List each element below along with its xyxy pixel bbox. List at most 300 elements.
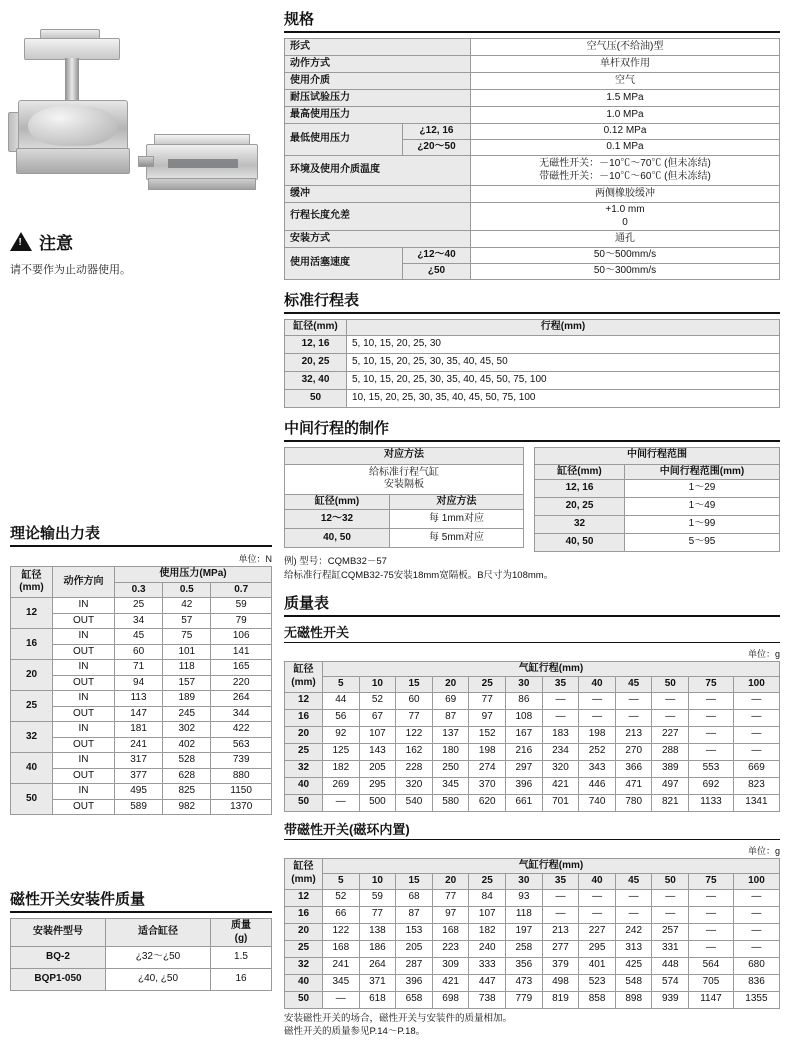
cell: — (615, 906, 652, 923)
bore-32: 32 (11, 722, 53, 753)
stroke-col: 50 (652, 677, 689, 693)
cell: 447 (469, 974, 506, 991)
cell: 345 (432, 777, 469, 794)
cell: 183 (542, 726, 579, 743)
cell: 331 (652, 940, 689, 957)
table-row (285, 231, 780, 248)
cell: 1150 (211, 784, 272, 800)
spec-label: 动作方式 (285, 56, 471, 73)
method-desc (285, 464, 524, 494)
cell: 143 (359, 743, 396, 760)
cell: — (615, 692, 652, 709)
cell: — (542, 709, 579, 726)
cell: 162 (396, 743, 433, 760)
stroke-col: 30 (506, 677, 543, 693)
table-row (285, 510, 524, 529)
cell: 692 (689, 777, 734, 794)
tol-line-2: 0 (622, 216, 628, 228)
bore-25: 25 (11, 691, 53, 722)
mass-row-bore: 20 (285, 923, 323, 940)
cell: 198 (469, 743, 506, 760)
cell: 205 (359, 760, 396, 777)
mid-stroke-section (284, 417, 780, 583)
cell: — (542, 889, 579, 906)
cell: — (579, 709, 616, 726)
cell: 669 (733, 760, 779, 777)
col-bore-line2: (mm) (291, 873, 316, 885)
cell: 320 (396, 777, 433, 794)
col-pressure-label: 使用压力(MPa) (115, 567, 272, 583)
mass-row-bore: 32 (285, 760, 323, 777)
range-col-range: 中间行程范围(mm) (625, 464, 780, 480)
mass-row-bore: 16 (285, 906, 323, 923)
cell: 5, 10, 15, 20, 25, 30 (347, 335, 780, 353)
stroke-col: 50 (652, 874, 689, 890)
spec-value: 空气压(不给油)型 (471, 39, 780, 56)
cell: 16 (211, 969, 272, 991)
cell: 97 (469, 709, 506, 726)
table-row (285, 709, 780, 726)
cell: 241 (323, 957, 360, 974)
cell: 10, 15, 20, 25, 30, 35, 40, 45, 50, 75, 100 (347, 389, 780, 407)
cell: 939 (652, 991, 689, 1008)
cell: 227 (579, 923, 616, 940)
cell: 523 (579, 974, 616, 991)
cell: 93 (506, 889, 543, 906)
cell: 269 (323, 777, 360, 794)
table-row (285, 389, 780, 407)
dir-in: IN (53, 691, 115, 707)
table-row (285, 991, 780, 1008)
stroke-col: 35 (542, 677, 579, 693)
cell: 205 (396, 940, 433, 957)
cell: 425 (615, 957, 652, 974)
table-row (11, 691, 272, 707)
spec-value: 通孔 (471, 231, 780, 248)
table-row (285, 957, 780, 974)
spec-label: 使用介质 (285, 73, 471, 90)
spec-value-temp (471, 156, 780, 186)
table-row (11, 660, 272, 676)
mid-stroke-title: 中间行程的制作 (284, 417, 780, 442)
cell: 317 (115, 753, 163, 769)
cell: 661 (506, 794, 543, 811)
cell: 213 (615, 726, 652, 743)
cell: 402 (163, 737, 211, 753)
cell: — (579, 906, 616, 923)
cell: 106 (211, 629, 272, 645)
stroke-col: 25 (469, 874, 506, 890)
cell: BQP1-050 (11, 969, 106, 991)
cell: 87 (432, 709, 469, 726)
caution-block (10, 229, 275, 277)
cell: — (615, 709, 652, 726)
cell: 60 (115, 644, 163, 660)
table-row (535, 516, 780, 534)
spec-value: 50～500mm/s (471, 248, 780, 264)
bore-12: 12 (11, 598, 53, 629)
stroke-col: 20 (432, 874, 469, 890)
spec-label: 耐压试验压力 (285, 90, 471, 107)
spec-label: 安装方式 (285, 231, 471, 248)
cell: 44 (323, 692, 360, 709)
cell: 421 (432, 974, 469, 991)
mass-row-bore: 25 (285, 940, 323, 957)
stroke-col: 10 (359, 874, 396, 890)
col-stroke: 行程(mm) (347, 320, 780, 336)
bore-16: 16 (11, 629, 53, 660)
cell: 574 (652, 974, 689, 991)
table-row (11, 722, 272, 738)
mass-note-line-2: 磁性开关的质量参见P.14～P.18。 (284, 1026, 426, 1038)
cell: 1147 (689, 991, 734, 1008)
cell: 12, 16 (535, 480, 625, 498)
stroke-col: 45 (615, 677, 652, 693)
theoretical-output-section (10, 522, 272, 815)
cell: 1370 (211, 799, 272, 815)
cell: 12, 16 (285, 335, 347, 353)
cell: 每 5mm对应 (390, 529, 524, 548)
cell: 473 (506, 974, 543, 991)
stroke-col: 25 (469, 677, 506, 693)
spec-value: 1.0 MPa (471, 107, 780, 124)
temp-line-1: 无磁性开关：－10℃～70℃ (但未冻结) (539, 158, 711, 169)
cell: 5, 10, 15, 20, 25, 30, 35, 40, 45, 50 (347, 353, 780, 371)
cell: 333 (469, 957, 506, 974)
table-row (285, 335, 780, 353)
cell: 12～32 (285, 510, 390, 529)
method-col-method: 对应方法 (390, 494, 524, 510)
table-row (285, 56, 780, 73)
switch-mount-section (10, 888, 272, 991)
mass-row-bore: 12 (285, 692, 323, 709)
dir-in: IN (53, 722, 115, 738)
spec-label-min-pressure: 最低使用压力 (285, 124, 403, 156)
mass-row-bore: 40 (285, 974, 323, 991)
cell: 32, 40 (285, 371, 347, 389)
cell: 125 (323, 743, 360, 760)
cell: 739 (211, 753, 272, 769)
cell: 780 (615, 794, 652, 811)
mass-unit-2: 单位：g (747, 845, 780, 856)
cell: 50 (285, 389, 347, 407)
cell: 471 (615, 777, 652, 794)
table-row (285, 353, 780, 371)
pressure-0-3: 0.3 (115, 582, 163, 598)
bore-50: 50 (11, 784, 53, 815)
cell: 421 (542, 777, 579, 794)
cell: 250 (432, 760, 469, 777)
cell: 107 (359, 726, 396, 743)
cell: — (579, 889, 616, 906)
spec-label-temp: 环境及使用介质温度 (285, 156, 471, 186)
cell: 75 (163, 629, 211, 645)
spec-label: 形式 (285, 39, 471, 56)
left-column (10, 8, 275, 277)
cell: 880 (211, 768, 272, 784)
method-desc-line1: 给标准行程气缸 (369, 466, 439, 478)
dir-in: IN (53, 629, 115, 645)
mass-unit-1: 单位：g (747, 648, 780, 659)
col-bore-label-1: 缸径 (21, 569, 42, 581)
mass-row-bore: 12 (285, 889, 323, 906)
switch-mount-title: 磁性开关安装件质量 (10, 888, 272, 913)
cell: 1355 (733, 991, 779, 1008)
mass-row-bore: 40 (285, 777, 323, 794)
cell: 701 (542, 794, 579, 811)
col-bore-line2: (mm) (291, 676, 316, 688)
cell: 589 (115, 799, 163, 815)
dir-in: IN (53, 784, 115, 800)
cell: 每 1mm对应 (390, 510, 524, 529)
table-row (11, 629, 272, 645)
cell: — (733, 743, 779, 760)
col-direction-label: 动作方向 (53, 567, 115, 598)
cell: 77 (359, 906, 396, 923)
stroke-col: 40 (579, 874, 616, 890)
cell: 152 (469, 726, 506, 743)
cell: 92 (323, 726, 360, 743)
spec-value: 两侧橡胶缓冲 (471, 186, 780, 203)
product-photos (10, 8, 275, 223)
cell: — (733, 906, 779, 923)
cell: 836 (733, 974, 779, 991)
col-fit-bore: 适合缸径 (106, 919, 211, 947)
cell: 370 (469, 777, 506, 794)
cell: 295 (359, 777, 396, 794)
cell: 389 (652, 760, 689, 777)
cell: — (733, 709, 779, 726)
cell: 320 (542, 760, 579, 777)
cell: 540 (396, 794, 433, 811)
cell: — (652, 692, 689, 709)
stroke-col: 5 (323, 677, 360, 693)
table-row (285, 692, 780, 709)
stroke-col: 35 (542, 874, 579, 890)
table-row (285, 760, 780, 777)
caution-title: 注意 (39, 234, 73, 253)
table-row (285, 940, 780, 957)
cell: 157 (163, 675, 211, 691)
cell: 71 (115, 660, 163, 676)
cell: 377 (115, 768, 163, 784)
cell: 34 (115, 613, 163, 629)
cell: 84 (469, 889, 506, 906)
dir-out: OUT (53, 799, 115, 815)
cell: 20, 25 (285, 353, 347, 371)
col-bore-line1: 缸径 (293, 664, 314, 676)
dir-out: OUT (53, 613, 115, 629)
mass-note (284, 1012, 780, 1040)
range-header: 中间行程范围 (535, 447, 780, 464)
table-row (285, 794, 780, 811)
cylinder-small-photo (138, 126, 266, 206)
table-row (535, 534, 780, 552)
table-row (285, 156, 780, 186)
cell: — (542, 692, 579, 709)
cell: — (652, 906, 689, 923)
cell: 620 (469, 794, 506, 811)
theoretical-output-unit: 单位：N (238, 554, 272, 564)
mass-row-bore: 25 (285, 743, 323, 760)
spec-value: 1.5 MPa (471, 90, 780, 107)
cell: 165 (211, 660, 272, 676)
cell: 396 (506, 777, 543, 794)
cell: 1～49 (625, 498, 780, 516)
cell: — (689, 692, 734, 709)
cell: 344 (211, 706, 272, 722)
cell: 495 (115, 784, 163, 800)
table-row (285, 107, 780, 124)
spec-section (284, 8, 780, 280)
cell: 108 (506, 709, 543, 726)
cell: 738 (469, 991, 506, 1008)
cell: ¿32～¿50 (106, 947, 211, 969)
cell: 779 (506, 991, 543, 1008)
caution-text: 请不要作为止动器使用。 (10, 264, 131, 276)
spec-label: 缓冲 (285, 186, 471, 203)
cell: 1341 (733, 794, 779, 811)
cell: 1133 (689, 794, 734, 811)
cell: 69 (432, 692, 469, 709)
cell: 252 (579, 743, 616, 760)
cell: 680 (733, 957, 779, 974)
spec-cond: ¿12, 16 (403, 124, 471, 140)
stroke-col: 75 (689, 677, 734, 693)
stroke-col: 75 (689, 874, 734, 890)
cell: 313 (615, 940, 652, 957)
mass-table-nonmagnetic (284, 661, 780, 812)
dir-out: OUT (53, 768, 115, 784)
mass-sub-nonmagnetic: 无磁性开关 (284, 622, 780, 643)
cell: 40, 50 (285, 529, 390, 548)
cell: 66 (323, 906, 360, 923)
method-header: 对应方法 (285, 447, 524, 464)
stroke-col: 40 (579, 677, 616, 693)
cell: 257 (652, 923, 689, 940)
cell: 819 (542, 991, 579, 1008)
cell: 295 (579, 940, 616, 957)
cell: — (733, 923, 779, 940)
spec-cond: ¿20～50 (403, 140, 471, 156)
cell: 356 (506, 957, 543, 974)
spec-value: 单杆双作用 (471, 56, 780, 73)
table-row (11, 784, 272, 800)
cell: 366 (615, 760, 652, 777)
col-mass (211, 919, 272, 947)
table-row (285, 124, 780, 140)
col-bore: 缸径(mm) (285, 320, 347, 336)
cell: 118 (506, 906, 543, 923)
cell: 274 (469, 760, 506, 777)
table-row (285, 73, 780, 90)
cell: 45 (115, 629, 163, 645)
cell: 258 (506, 940, 543, 957)
cell: — (733, 692, 779, 709)
stroke-col: 20 (432, 677, 469, 693)
mid-stroke-range-table (534, 447, 780, 553)
cell: 113 (115, 691, 163, 707)
cell: 94 (115, 675, 163, 691)
cell: 553 (689, 760, 734, 777)
table-row (285, 974, 780, 991)
cell: — (733, 889, 779, 906)
cell: — (689, 889, 734, 906)
table-row (285, 726, 780, 743)
cell: 97 (432, 906, 469, 923)
cell: 379 (542, 957, 579, 974)
pressure-0-5: 0.5 (163, 582, 211, 598)
cell: 371 (359, 974, 396, 991)
mass-row-bore: 50 (285, 991, 323, 1008)
bore-20: 20 (11, 660, 53, 691)
cell: 52 (359, 692, 396, 709)
dir-out: OUT (53, 675, 115, 691)
table-row (535, 480, 780, 498)
cell: 287 (396, 957, 433, 974)
cell: 40, 50 (535, 534, 625, 552)
dir-in: IN (53, 753, 115, 769)
standard-stroke-table (284, 319, 780, 408)
cell: 147 (115, 706, 163, 722)
cell: 264 (211, 691, 272, 707)
cell: 228 (396, 760, 433, 777)
cell: 101 (163, 644, 211, 660)
dir-out: OUT (53, 706, 115, 722)
stroke-col: 100 (733, 677, 779, 693)
cell: 242 (615, 923, 652, 940)
cell: 20, 25 (535, 498, 625, 516)
right-column (284, 8, 780, 1048)
cell: 153 (396, 923, 433, 940)
cell: 401 (579, 957, 616, 974)
mass-row-bore: 32 (285, 957, 323, 974)
cell: 122 (323, 923, 360, 940)
cell: 658 (396, 991, 433, 1008)
cell: 77 (432, 889, 469, 906)
table-row (285, 248, 780, 264)
switch-mount-table (10, 918, 272, 991)
cell: 343 (579, 760, 616, 777)
standard-stroke-section (284, 289, 780, 408)
table-row (285, 39, 780, 56)
stroke-col: 100 (733, 874, 779, 890)
mass-row-bore: 50 (285, 794, 323, 811)
dir-in: IN (53, 660, 115, 676)
cell: — (689, 709, 734, 726)
cell: 498 (542, 974, 579, 991)
cell: 182 (469, 923, 506, 940)
cell: 396 (396, 974, 433, 991)
col-mass-line1: 质量 (231, 920, 251, 931)
table-row (285, 186, 780, 203)
stroke-col: 45 (615, 874, 652, 890)
cell: 197 (506, 923, 543, 940)
table-row (285, 743, 780, 760)
cell: 446 (579, 777, 616, 794)
spec-table (284, 38, 780, 280)
table-row (285, 90, 780, 107)
dir-out: OUT (53, 644, 115, 660)
theoretical-output-table (10, 566, 272, 815)
cell: 1～29 (625, 480, 780, 498)
col-model: 安装件型号 (11, 919, 106, 947)
cell: ¿40, ¿50 (106, 969, 211, 991)
cell: 137 (432, 726, 469, 743)
spec-label: 行程长度允差 (285, 203, 471, 231)
cell: 825 (163, 784, 211, 800)
cell: 32 (535, 516, 625, 534)
